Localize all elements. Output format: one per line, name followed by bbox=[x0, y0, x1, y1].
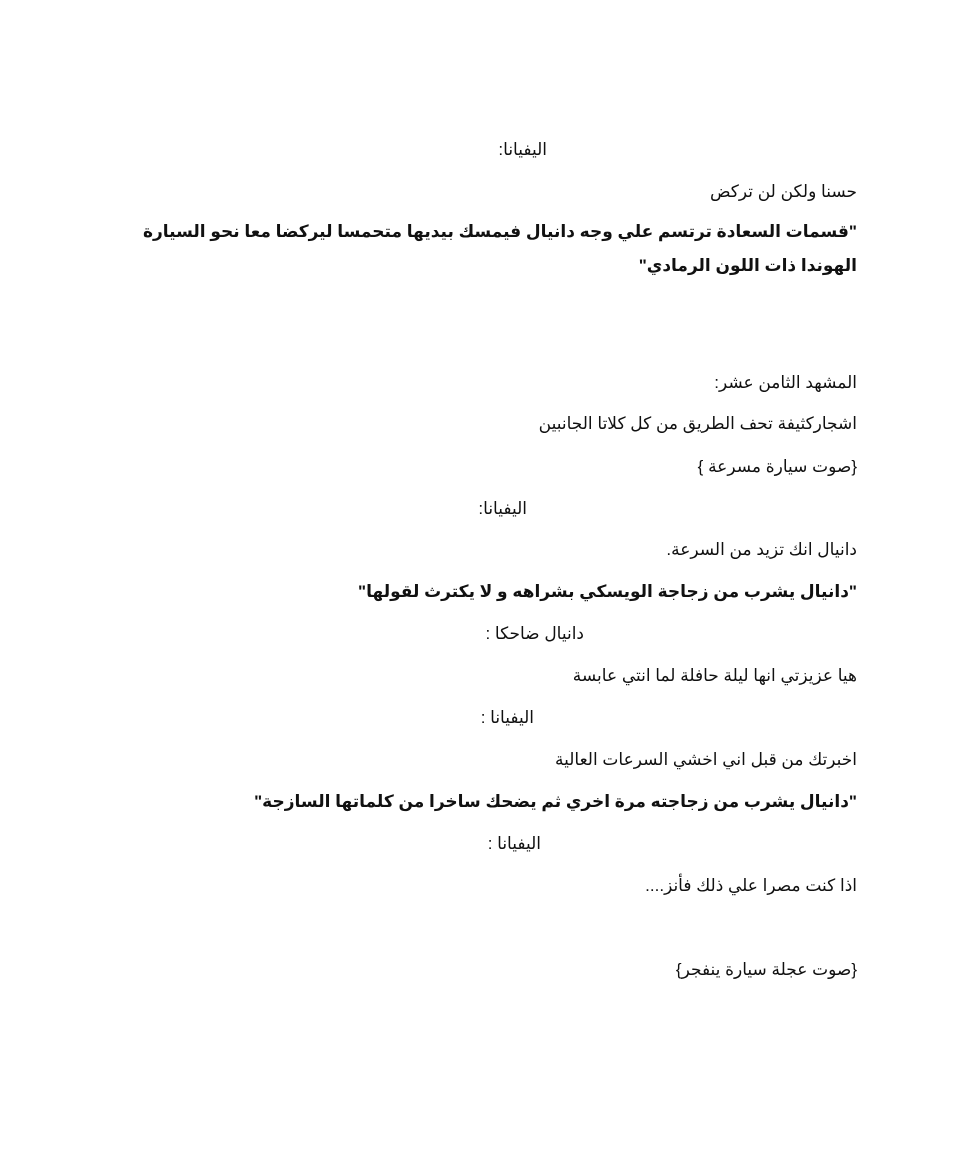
dialogue-line: اخبرتك من قبل اني اخشي السرعات العالية bbox=[555, 750, 857, 769]
stage-direction: "دانيال يشرب من زجاجته مرة اخري ثم يضحك ساخرا من كلماتها السازجة" bbox=[254, 792, 857, 811]
speaker-name: اليفيانا: bbox=[478, 499, 527, 518]
sound-effect: {صوت سيارة مسرعة } bbox=[697, 457, 857, 476]
stage-direction: "قسمات السعادة ترتسم علي وجه دانيال فيمسك بيديها متحمسا ليركضا معا نحو السيارة الهوندا ذات اللون الرمادي" bbox=[142, 222, 857, 275]
dialogue-line: حسنا ولكن لن تركض bbox=[709, 182, 857, 201]
speaker-name: اليفيانا : bbox=[487, 834, 541, 853]
dialogue-line: هيا عزيزتي انها ليلة حافلة لما انتي عابسة bbox=[572, 666, 857, 685]
scene-description: اشجاركثيفة تحف الطريق من كل كلاتا الجانبين bbox=[538, 414, 857, 433]
stage-direction: "دانيال يشرب من زجاجة الويسكي بشراهه و لا يكترث لقولها" bbox=[358, 582, 857, 601]
dialogue-line: دانيال انك تزيد من السرعة. bbox=[666, 540, 857, 559]
dialogue-line: اذا كنت مصرا علي ذلك فأنز.... bbox=[645, 876, 857, 895]
speaker-name: اليفيانا: bbox=[498, 140, 547, 159]
speaker-name: اليفيانا : bbox=[480, 708, 534, 727]
scene-heading: المشهد الثامن عشر: bbox=[714, 373, 857, 392]
sound-effect: {صوت عجلة سيارة ينفجر} bbox=[675, 960, 857, 979]
speaker-name: دانيال ضاحكا : bbox=[485, 624, 584, 643]
